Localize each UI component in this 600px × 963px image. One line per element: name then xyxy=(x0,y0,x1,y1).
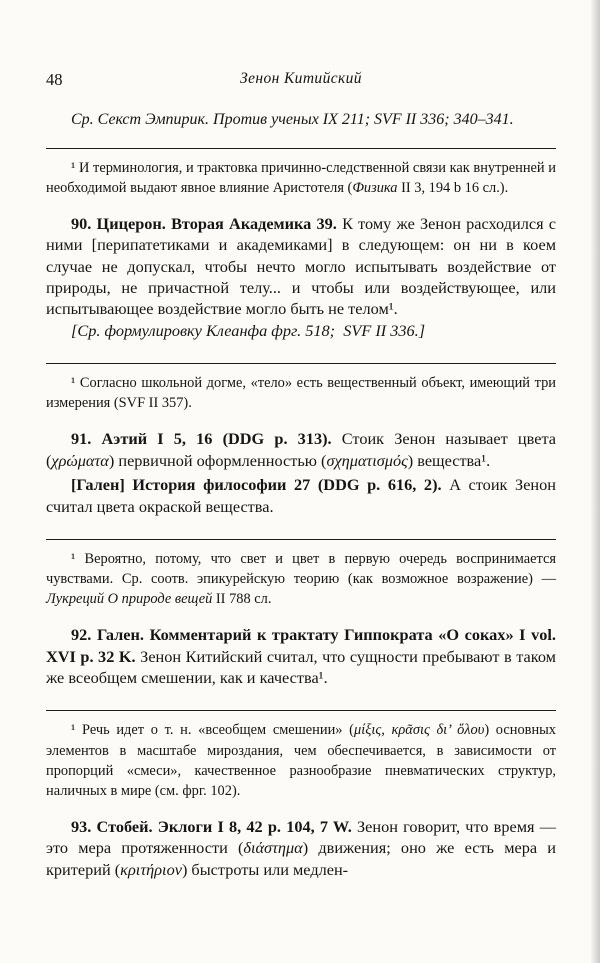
paragraph-91 xyxy=(46,428,556,471)
footnote-text: ¹ И терминология, и трактовка причинно-следственной связи как внутренней и необходимой выдают явное влияние Аристотеля ( xyxy=(46,159,556,196)
fragment-body: ) быстроты или медлен- xyxy=(181,859,349,879)
greek-term: σχηματισμός xyxy=(326,450,408,470)
fragment-source-lead: 90. Цицерон. Вторая Академика 39. xyxy=(71,214,337,234)
running-head: Зенон Китийский xyxy=(240,70,362,87)
paragraph-92 xyxy=(46,624,556,688)
footnote-1 xyxy=(46,158,556,198)
fragment-source-lead: [Гален] История философии 27 (DDG p. 616, 2). xyxy=(71,475,442,495)
greek-term: κριτήριον xyxy=(120,859,182,879)
fragment-source-lead: 92. Гален. Комментарий к трактату Гиппократа «О соках» I vol. XVI p. 32 K. xyxy=(46,625,556,666)
paragraph-91b xyxy=(46,474,556,517)
footnote-text: II 3, 194 b 16 сл.). xyxy=(397,179,509,196)
footnote-4 xyxy=(46,720,556,801)
footnote-text: II 788 сл. xyxy=(212,591,272,608)
fragment-body: Зенон Китийский считал, что сущности пребывают в таком же всеобщем смешении, как и качества¹. xyxy=(46,646,556,688)
fragment-body: Стоик Зенон называет цвета ( xyxy=(46,429,556,470)
page-number: 48 xyxy=(46,70,63,89)
fragment-body: ) вещества¹. xyxy=(407,450,491,470)
reference-line: Ср. Секст Эмпирик. Против ученых IX 211; SVF II 336; 340–341. xyxy=(71,111,514,128)
fragment-source-lead: 91. Аэтий I 5, 16 (DDG p. 313). xyxy=(71,429,332,449)
work-title: Физика xyxy=(352,179,398,196)
footnote-text: ¹ Вероятно, потому, что свет и цвет в первую очередь воспринимается чувствами. Ср. соотв. эпикурейскую теорию (как возможное возражение) — xyxy=(46,550,556,588)
text-area xyxy=(46,70,556,880)
footnote-separator xyxy=(46,363,556,364)
fragment-body: ) движения; оно же есть мера и критерий ( xyxy=(46,838,557,879)
paragraph-93 xyxy=(46,816,556,880)
author-and-work-title: Лукреций О природе вещей xyxy=(46,591,213,608)
footnote-text: ¹ Речь идет о т. н. «всеобщем смешении» ( xyxy=(71,722,354,739)
paragraph-90 xyxy=(46,213,556,320)
fragment-body: Зенон говорит, что время — это мера протяженности ( xyxy=(46,816,556,858)
footnote-text: ) основных элементов в масштабе мироздания, чем обеспечивается, в зависимости от пропорций «смеси», качественное разнообразие пневматических структур, наличных в мире (см. фрг. 102). xyxy=(46,722,557,799)
fragment-body: А стоик Зенон считал цвета окраской вещества. xyxy=(46,475,557,516)
running-header xyxy=(46,70,556,88)
fragment-body: ) первичной оформленностью ( xyxy=(108,450,327,470)
footnote-2: ¹ Согласно школьной догме, «тело» есть вещественный объект, имеющий три измерения (SVF II 357). xyxy=(46,375,556,412)
footnote-3 xyxy=(46,549,556,609)
greek-term: μίξις, κρᾶσις δι’ ὅλου xyxy=(353,722,485,739)
fragment-source-lead: 93. Стобей. Эклоги I 8, 42 p. 104, 7 W. xyxy=(71,816,352,836)
paragraph-90-reference: [Ср. формулировку Клеанфа фрг. 518; SVF II 336.] xyxy=(71,320,426,340)
greek-term: χρώματα xyxy=(51,450,109,470)
footnote-separator xyxy=(46,148,556,149)
greek-term: διάστημα xyxy=(243,838,303,858)
fragment-body: К тому же Зенон расходился с ними [перипатетиками и академиками] в следующем: он ни в коем случае не допускал, чтобы нечто могло испытывать воздействие от природы, не причастной телу... и чтобы или воздействующее, или испытывающее воздействие могло быть не телом¹. xyxy=(46,214,556,319)
footnote-separator xyxy=(46,539,556,540)
footnote-separator xyxy=(46,710,556,711)
